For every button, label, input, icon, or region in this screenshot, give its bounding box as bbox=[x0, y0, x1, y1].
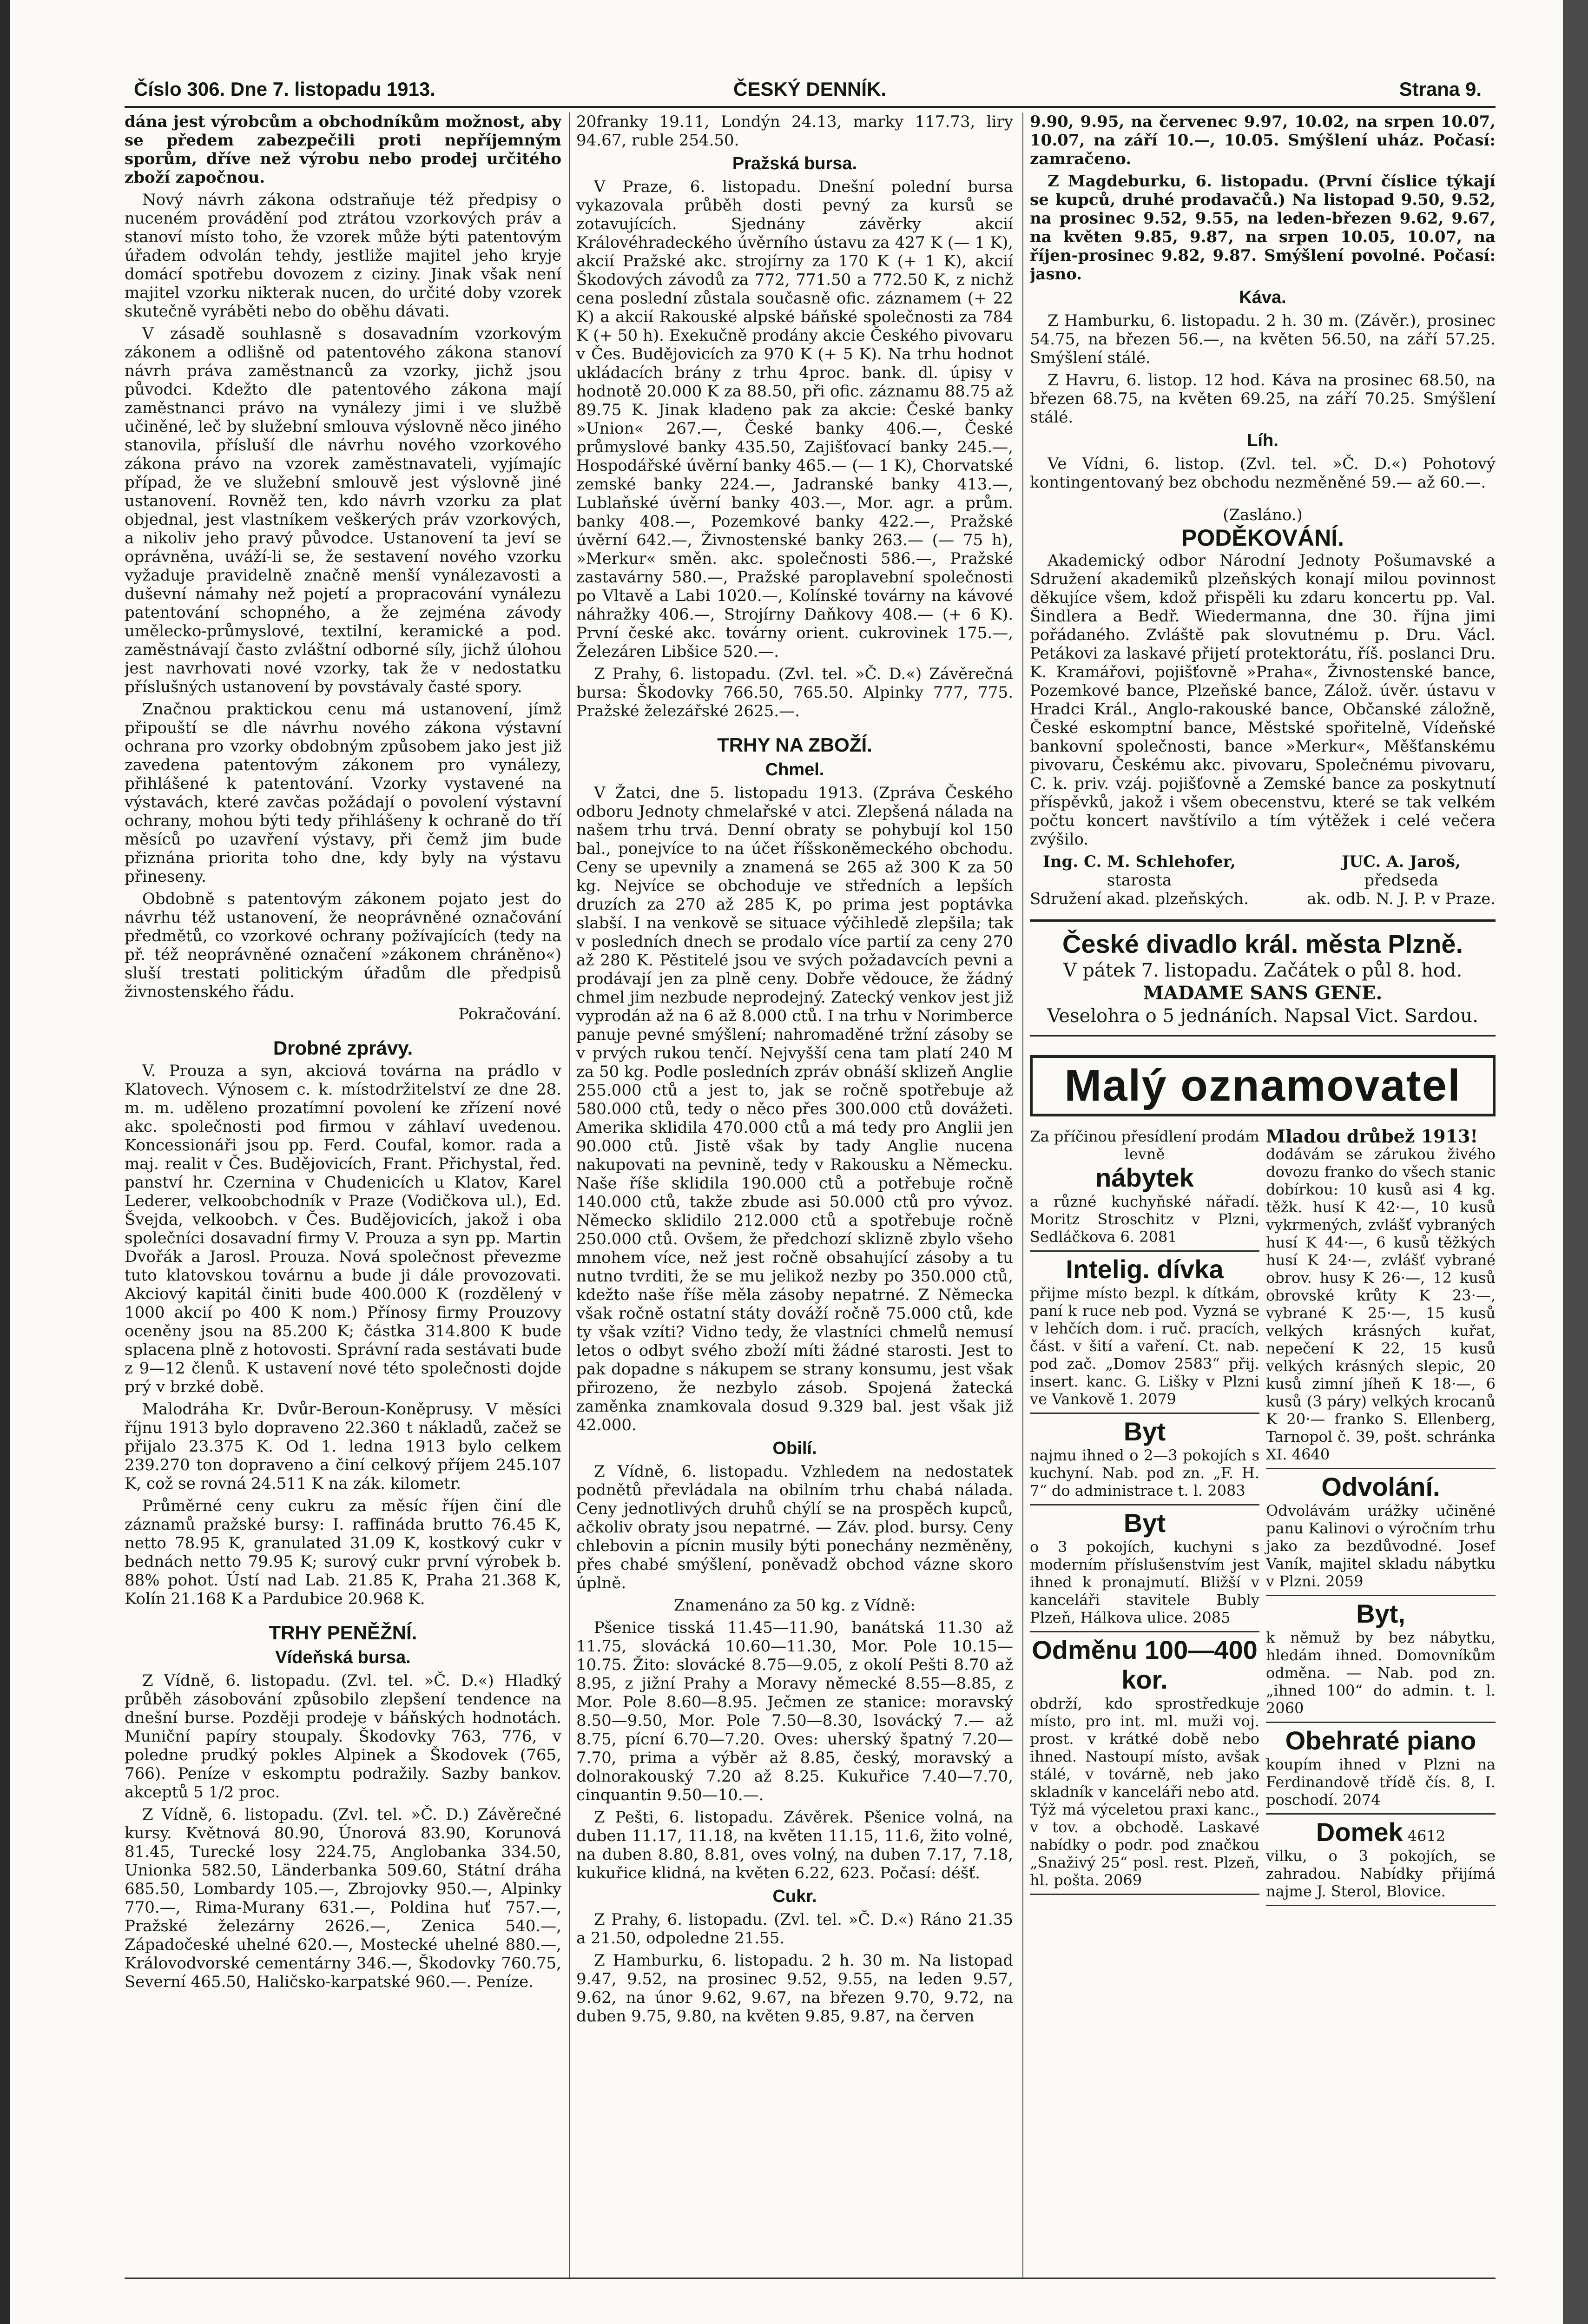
zaslano-label: (Zasláno.) bbox=[1223, 506, 1303, 524]
page-number: Strana 9. bbox=[1399, 78, 1482, 100]
article-paragraph: Nový návrh zákona odstraňuje též předpisy o nuceném provádění pod ztrátou vzorkových práv a stanoví místo toho, že vzorek může býti patentovým úřadem odvolán tehdy, jestliže majitel jeho kryje domácí spotřebu dovozem z ciziny. Jinak však není majitel vzorku nikterak nucen, do určité doby vzorek skutečně vyráběti nebo do oběhu dávati. bbox=[125, 191, 561, 321]
market-report: V Praze, 6. listopadu. Dnešní polední bursa vykazovala průběh dosti pevný za kursů se zotavujících. Sjednány závěrky akcií Královéhradeckého úvěrního ústavu za 427 K (— 1 K), akcií Pražské akc. strojírny za 170 K (+ 1 K), akcií Škodových závodů za 772, 771.50 a 772.50 K, z nichž cena poslední zůstala současně ofic. záznamem (+ 22 K) a akcií Rakouské alpské báňské společnosti za 784 K (+ 50 h). Exekučně prodány akcie Českého pivovaru v Čes. Budějovicích za 970 K (+ 5 K). Na trhu hodnot ukládacích brány z trhu 4proc. bank. dl. úpisy v hodnotě 20.000 K za 88.50, při ofic. záznamu 88.75 až 89.75 K. Jinak kladeno pak za akcie: České banky »Union« 267.—, České banky 406.—, České průmyslové banky 435.50, Zajišťovací banky 245.—, Hospodářské úvěrní banky 465.— (— 1 K), Chorvatské zemské banky 224.—, Jadranské banky 413.—, Lublaňské úvěrní banky 403.—, Mor. agr. a prům. banky 408.—, Pozemkové banky 422.—, Pražské úvěrní 642.—, Živnostenské banky 263.— (— 75 h), »Merkur« směn. akc. společnosti 586.—, Pražské zastavárny 580.—, Pražské paroplavební společnosti po Vltavě a Labi 1020.—, Kolínské továrny na kávové náhražky 406.—, Strojírny Daňkovy 408.— (+ 6 K). První české akc. továrny orient. cukrovinek 175.—, Železáren Libšice 520.—. bbox=[576, 178, 1013, 661]
market-report: Z Pešti, 6. listopadu. Závěrek. Pšenice volná, na duben 11.17, 11.18, na květen 11.15, 11.6, žito volné, na duben 8.80, 8.81, oves volný, na duben 7.17, 7.18, kukuřice klidná, na květen 6.22, 623. Počasí: déšť. bbox=[576, 1808, 1013, 1882]
ad-title: nábytek bbox=[1095, 1163, 1194, 1192]
ad-flat-offer bbox=[1030, 1505, 1259, 1632]
ad-title: Byt, bbox=[1356, 1599, 1405, 1628]
header-rule bbox=[125, 106, 1496, 108]
signatures bbox=[1030, 852, 1496, 908]
classifieds-title: Malý oznamovatel bbox=[1064, 1061, 1461, 1110]
ads-left-column bbox=[1030, 1125, 1259, 1906]
theatre-title: České divadlo král. města Plzně. bbox=[1062, 929, 1463, 958]
issue-date: Číslo 306. Dne 7. listopadu 1913. bbox=[134, 78, 435, 100]
play-title: MADAME SANS GENE. bbox=[1143, 982, 1383, 1004]
market-report: Z Vídně, 6. listopadu. Vzhledem na nedostatek podnětů převládala na obilním trhu chabá nálada. Ceny jednotlivých druhů chýlí se na prospěch kupců, ačkoliv obraty jsou nepatrné. — Záv. plod. bursy. Ceny chlebovin a pícnin musily býti ponechány nezměněny, přes chabé smýšlení, poněvadž obchod vázne skoro úplně. bbox=[576, 1462, 1013, 1592]
ad-text: o 3 pokojích, kuchyni s moderním příslušenstvím jest ihned k pronajmutí. Bližší v kanceláři stavitele Bubly Plzeň, Hálkova ulice. 2085 bbox=[1030, 1538, 1259, 1626]
ad-house bbox=[1266, 1815, 1496, 1906]
scan-edge-right bbox=[1563, 0, 1588, 2324]
news-item: Malodráha Kr. Dvůr-Beroun-Koněprusy. V měsíci říjnu 1913 bylo dopraveno 22.360 t nákladů, začež se přijalo 23.375 K. Od 1. ledna 1913 bylo celkem 239.270 ton dopraveno a činí celkový příjem 245.107 K, což se rovná 24.511 K na zák. kilometr. bbox=[125, 1400, 561, 1493]
thanks-heading: PODĚKOVÁNÍ. bbox=[1181, 525, 1344, 551]
market-report: Z Hamburku, 6. listopadu. 2 h. 30 m. Na listopad 9.47, 9.52, na prosinec 9.52, 9.55, na leden 9.57, 9.62, na únor 9.62, 9.67, na březen 9.70, 9.72, na duben 9.75, 9.80, na květen 9.85, 9.87, na červen bbox=[576, 1951, 1013, 2026]
subsection-heading: Cukr. bbox=[772, 1887, 817, 1906]
market-report: Pšenice tisská 11.45—11.90, banátská 11.30 až 11.75, slovácká 10.60—11.30, Mor. Pole 10.15—10.75. Žito: slovácké 8.75—9.05, z okolí Pešti 8.70 až 8.95, z jižní Prahy a Moravy německé 8.55—8.85, z Mor. Pole 8.60—8.95. Ječmen ze stanice: moravský 8.50—9.50, Mor. Pole 7.50—8.30, lsovácký 7.— až 8.75, pícní 6.70—7.20. Oves: uherský špatný 7.20—7.70, prima a výběr až 8.85, český, moravský a dolnorakouský 7.20 až 8.25. Kukuřice 7.40—7.70, cinquantin 9.50—10.—. bbox=[576, 1618, 1013, 1804]
column-divider bbox=[569, 112, 570, 2278]
ad-title: Domek bbox=[1316, 1817, 1403, 1847]
signature-role: předseda bbox=[1364, 871, 1438, 890]
ad-girl bbox=[1030, 1252, 1259, 1414]
ad-text: Odvolávám urážky učiněné panu Kalinovi o výročním trhu jako za bezdůvodné. Josef Vaník, majitel skladu nábytku v Plzni. 2059 bbox=[1266, 1502, 1496, 1590]
ad-text: Za příčinou přesídlení prodám levně bbox=[1030, 1128, 1259, 1163]
classifieds-banner bbox=[1030, 1055, 1496, 1116]
signature-org: Sdružení akad. plzeňských. bbox=[1030, 890, 1249, 908]
ad-text: koupím ihned v Plzni na Ferdinandově třídě čís. 8, I. poschodí. 2074 bbox=[1266, 1756, 1496, 1809]
ad-revocation bbox=[1266, 1469, 1496, 1596]
article-paragraph: dána jest výrobcům a obchodníkům možnost, aby se předem zabezpečili proti nepříjemným sporům, dříve než výrobu nebo prodej určitého zboží započnou. bbox=[125, 112, 561, 187]
ad-title: Odměnu 100—400 kor. bbox=[1032, 1635, 1258, 1694]
subsection-heading: Chmel. bbox=[765, 760, 824, 779]
ads-right-column bbox=[1266, 1125, 1496, 1906]
market-report: Z Vídně, 6. listopadu. (Zvl. tel. »Č. D.) Závěrečné kursy. Květnová 80.90, Únorová 83.90, Korunová 81.45, Turecké losy 224.75, Anglobanka 334.50, Unionka 582.50, Länderbanka 509.60, Státní dráha 685.50, Lombardy 105.—, Zbrojovky 950.—, Alpinky 770.—, Rima-Murany 631.—, Poldina huť 757.—, Pražské železárny 2626.—, Zenica 540.—, Západočeské uhelné 620.—, Mostecké uhelné 880.—, Královodvorské cementárny 346.—, Škodovky 760.75, Severní 465.50, Haličsko-karpatské 960.—. Peníze. bbox=[125, 1805, 561, 1991]
ad-text: přijme místo bezpl. k dítkám, paní k ruce neb pod. Vyzná se v lehčích dom. i ruč. pracích, část. v šití a vaření. Ct. nab. pod zač. „Domov 2583“ přij. insert. kanc. G. Lišky v Plzni ve Vankově 1. 2079 bbox=[1030, 1284, 1259, 1408]
continuation-note: Pokračování. bbox=[458, 1005, 561, 1023]
market-report: Z Prahy, 6. listopadu. (Zvl. tel. »Č. D.«) Ráno 21.35 a 21.50, odpoledne 21.55. bbox=[576, 1910, 1013, 1948]
signature-name: Ing. C. M. Schlehofer, bbox=[1042, 852, 1236, 871]
ad-title: Byt bbox=[1123, 1508, 1166, 1538]
theatre-date: V pátek 7. listopadu. Začátek o půl 8. hod. bbox=[1063, 960, 1463, 981]
column-3 bbox=[1030, 112, 1496, 2274]
column-2 bbox=[576, 112, 1013, 2274]
ad-poultry bbox=[1266, 1125, 1496, 1469]
section-heading: TRHY NA ZBOŽÍ. bbox=[717, 734, 872, 756]
section-heading: Drobné zprávy. bbox=[273, 1037, 413, 1059]
ad-furniture bbox=[1030, 1125, 1259, 1252]
market-report: Znamenáno za 50 kg. z Vídně: bbox=[674, 1596, 916, 1615]
thanks-text: Akademický odbor Národní Jednoty Pošumavské a Sdružení akademiků plzeňských konají milou povinnost děkujíce všem, kdož přispěli ku zdaru koncertu pp. Val. Šindlera a Bedř. Wiedermanna, dne 30. října jimi pořádaného. Zvláště pak slovutnému p. Dru. Václ. Petákovi za laskavé přijetí protektorátu, říš. poslanci Dru. K. Kramářovi, pojišťovně »Praha«, Živnostenské bance, Pozemkové bance, Plzeňské bance, Zálož. úvěr. ústavu v Hradci Král., Anglo-rakouské bance, Občanské záložně, České eskomptní bance, Městské spořitelně, Vídeňské bankovní společnosti, bance »Merkur«, Měšťanskému pivovaru, Českému akc. pivovaru, Společnému pivovaru, C. k. priv. vzáj. pojišťovně a Zemské bance za poskytnutí příspěvků, jakož i všem obecenstvu, které se tak velkém počtu koncert navštívilo a tím výtěžek i celé večera zvýšilo. bbox=[1030, 551, 1496, 849]
ad-text: a různé kuchyňské nářadí. Moritz Stroschitz v Plzni, Sedláčkova 6. 2081 bbox=[1030, 1193, 1259, 1246]
market-report: 9.90, 9.95, na červenec 9.97, 10.02, na srpen 10.07, 10.07, na září 10.—, 10.05. Smýšlení uház. Počasí: zamračeno. bbox=[1030, 112, 1496, 168]
scan-edge-left bbox=[0, 0, 10, 2324]
ad-piano bbox=[1266, 1723, 1496, 1815]
ad-text: najmu ihned o 2—3 pokojích s kuchyní. Nab. pod zn. „F. H. 7“ do administrace t. l. 2083 bbox=[1030, 1446, 1259, 1499]
classified-ads bbox=[1030, 1125, 1496, 1906]
ad-title: Obehraté piano bbox=[1285, 1726, 1476, 1755]
ad-text: dodávám se zárukou živého dovozu franko do všech stanic dobírkou: 10 kusů asi 4 kg. těžk. husí K 42·—, 10 kusů vykrmených, zvlášť vybraných husí K 44·—, 6 kusů těžkých husí K 24·—, zvlášť vybrané obrov. husy K 26·—, 12 kusů obrovské krůty K 23·—, vybrané K 25·—, 15 kusů velkých krásných kuřat, nepečení K 22, 15 kusů velkých krásných slepic, 20 kusů zimní jíheň K 18·—, 6 kusů (3 páry) velkých krocanů K 20·— franko S. Ellenberg, Tarnopol č. 39, pošt. schránka XI. 4640 bbox=[1266, 1145, 1496, 1463]
ad-title: Intelig. dívka bbox=[1066, 1254, 1224, 1284]
market-report: 20franky 19.11, Londýn 24.13, marky 117.73, liry 94.67, ruble 254.50. bbox=[576, 112, 1013, 150]
market-report: Ve Vídni, 6. listop. (Zvl. tel. »Č. D.«) Pohotový kontingentovaný bez obchodu nezměněné 59.— až 60.—. bbox=[1030, 455, 1496, 492]
signature-org: ak. odb. N. J. P. v Praze. bbox=[1307, 890, 1496, 908]
subsection-heading: Pražská bursa. bbox=[732, 154, 857, 173]
subsection-heading: Vídeňská bursa. bbox=[275, 1648, 411, 1667]
play-description: Veselohra o 5 jednáních. Napsal Vict. Sardou. bbox=[1047, 1005, 1478, 1027]
article-paragraph: Značnou praktickou cenu má ustanovení, jímž připouští se dle návrhu nového zákona výstavní ochrana pro vzorky obdobným způsobem jako jest již zavedena patentovým zákonem pro vynálezy, přihlášené k patentování. Vzorky vystavené na výstavách, které zavčas požádají o povolení výstavní ochrany, mohou býti tedy přihlášeny k ochraně do tří měsíců po uzavření výstavy, při čemž jim bude přiznána priorita toho dne, kdy byly na výstavu přineseny. bbox=[125, 700, 561, 886]
column-divider bbox=[1022, 112, 1023, 2278]
subsection-heading: Obilí. bbox=[772, 1439, 817, 1458]
market-report: V Žatci, dne 5. listopadu 1913. (Zpráva Českého odboru Jednoty chmelařské v atci. Zlepšená nálada na našem trhu trvá. Denní obraty se pohybují kol 150 bal., ponejvíce to na účet říšskoněmeckého obchodu. Ceny se upevnily a znamená se 265 až 300 K za 50 kg. Nejvíce se obchoduje ve středních a lepších druzích za 270 až 285 K, po prima jest poptávka slabší. I na venkově se situace výčihledě zlepšila; tak v posledních dnech se prodalo více partií za ceny 270 až 280 K. Pěstitelé jsou ve svých požadavcích pevni a prodávají jen za plně ceny. Dobře vědouce, že žádný chmel jim nezbude neprodejný. Zatecký venkov jest již vyprodán až na 6 až 8.000 ctů. I na trhu v Norimberce panuje pevné smýšlení; nahromaděné tržní zásoby se v prvých rukou tenčí. Nejvyšší cena tam platí 240 M za 50 kg. Podle posledních zpráv obnáší sklizeň Anglie 255.000 ctů a jest to, jak se ročně spotřebuje až 580.000 ctů, tedy o něco přes 300.000 ctů dovážeti. Amerika sklidila 470.000 ctů a má tedy pro Anglii jen 90.000 ctů. Jistě však by tady Anglie nucena nakupovati na pevnině, tedy v Rakousku a Německu. Naše říše sklidila 190.000 ctů a potřebuje ročně 140.000 ctů, takže zbude asi 50.000 ctů pro vývoz. Německo sklidilo 212.000 ctů a spotřebuje ročně 250.000 ctů. Ovšem, že předchozí sklizně zbylo všeho mnohem více, než jest ročně obsahující zásoby a tu nutno tvrditi, že se mu jelikož nezby po 350.000 ctů, kdežto naše říše měla zásoby nepatrné. Z Německa však ročně ostatní státy dováží ročně 75.000 ctů, kde ty však vzíti? Vidno tedy, že vlastníci chmelů nemusí letos o odbyt svého zboží míti žádné starosti. Jest to pak dopadne s nákupem se strany konsumu, jest však přirozeno, že nezbylo zásob. Spojená žatecká zaměnka znamkovala dosud 9.329 bal. jest však již 42.000. bbox=[576, 784, 1013, 1434]
market-report: Z Magdeburku, 6. listopadu. (První číslice týkají se kupců, druhé prodavačů.) Na listopad 9.50, 9.52, na prosinec 9.52, 9.55, na leden-březen 9.62, 9.67, na květen 9.85, 9.87, na srpen 10.05, 10.07, na říjen-prosinec 9.82, 9.87. Smýšlení povolné. Počasí: jasno. bbox=[1030, 172, 1496, 284]
ad-text: obdrží, kdo sprostředkuje místo, pro int. ml. muži voj. prost. v krátké době nebo ihned. Nastoupí místo, avšak stálé, v továrně, neb jako skladník v kanceláři nebo atd. Týž má výceletou praxi kanc., v tov. a obchodě. Laskavé nabídky o podr. pod značkou „Snaživý 25“ posl. rest. Plzeň, hl. pošta. 2069 bbox=[1030, 1695, 1259, 1889]
article-paragraph: Obdobně s patentovým zákonem pojato jest do návrhu též ustanovení, že neoprávněné označování předmětů, co vzorkové ochrany požívajících (tedy na př. též neoprávněné označení »zákonem chráněno«) sluší trestati politickým úřadům dle předpisů živnostenského řádu. bbox=[125, 890, 561, 1001]
ad-reward bbox=[1030, 1632, 1259, 1895]
newspaper-title: ČESKÝ DENNÍK. bbox=[733, 78, 887, 100]
market-report: Z Vídně, 6. listopadu. (Zvl. tel. »Č. D.«) Hladký průběh zásobování způsobilo zlepšení tendence na dnešní burse. Později prodeje v báňských hodnotách. Muniční papíry stoupaly. Škodovky 763, 776, v poledne prudký pokles Alpinek a Škodovek (765, 766). Peníze v eskomptu podražily. Sazby bankov. akceptů 5 1/2 proc. bbox=[125, 1671, 561, 1802]
ad-number: 4612 bbox=[1407, 1827, 1446, 1845]
market-report: Z Prahy, 6. listopadu. (Zvl. tel. »Č. D.«) Závěrečná bursa: Škodovky 766.50, 765.50. Alpinky 777, 775. Pražské železářské 2625.—. bbox=[576, 665, 1013, 720]
ad-title: Mladou drůbež 1913! bbox=[1266, 1126, 1478, 1147]
subsection-heading: Líh. bbox=[1247, 431, 1278, 450]
market-report: Z Hamburku, 6. listopadu. 2 h. 30 m. (Závěr.), prosinec 54.75, na březen 56.—, na květen 56.50, na září 57.25. Smýšlení stálé. bbox=[1030, 311, 1496, 367]
ad-flat bbox=[1266, 1596, 1496, 1723]
signature-name: JUC. A. Jaroš, bbox=[1342, 852, 1461, 871]
ad-flat-wanted bbox=[1030, 1414, 1259, 1505]
article-paragraph: V zásadě souhlasně s dosavadním vzorkovým zákonem a odlišně od patentového zákona stanoví návrh práva zaměstnanců za vzorky, jichž jsou původci. Kdežto dle patentového zákona mají zaměstnanci právo na vynálezy jimi i ve službě učiněné, leč by služební smlouva výslovně něco jiného stanovila, přísluší dle návrhu nového vzorkového zákona právo na vzorek zaměstnavateli, vyjímajíc případ, že ve služební smlouvě jest výslovně jiné ustanovení. Rovněž ten, kdo návrh vzorku za plat objednal, jest vlastníkem veškerých práv vzorkových, a nikoliv jeho pravý původce. Ustanovení ta jeví se oprávněna, uváží-li se, že sestavení nového vzorku vyžaduje pravidelně značně menší vynálezavosti a duševní námahy než pojetí a propracování vynálezu patentování schopného, a že zejména závody umělecko-průmyslové, textilní, keramické a pod. zaměstnávají často zvláštní odborné síly, jichž úlohou jest navrhovati nové vzorky, tak že v nedostatku příslušných ustanovení by povstávaly časté spory. bbox=[125, 324, 561, 696]
column-1 bbox=[125, 112, 561, 2274]
ad-title: Byt bbox=[1123, 1417, 1166, 1446]
footer-rule bbox=[125, 2278, 1496, 2279]
news-item: Průměrné ceny cukru za měsíc říjen činí dle záznamů pražské bursy: I. raffináda brutto 76.45 K, netto 78.95 K, granulated 31.09 K, kostkový cukr v bednách netto 79.95 K; surový cukr první výrobek b. 88% pohot. Ústí nad Lab. 21.85 K, Praha 21.368 K, Kolín 21.168 K a Pardubice 20.968 K. bbox=[125, 1497, 561, 1608]
market-report: Z Havru, 6. listop. 12 hod. Káva na prosinec 68.50, na březen 68.75, na květen 69.25, na září 70.25. Smýšlení stálé. bbox=[1030, 371, 1496, 427]
ad-title: Odvolání. bbox=[1321, 1472, 1440, 1501]
subsection-heading: Káva. bbox=[1239, 288, 1286, 307]
section-heading: TRHY PENĚŽNÍ. bbox=[269, 1622, 417, 1644]
ad-text: k němuž by bez nábytku, hledám ihned. Domovníkům odměna. — Nab. pod zn. „ihned 100“ do admin. t. l. 2060 bbox=[1266, 1629, 1496, 1717]
news-item: V. Prouza a syn, akciová továrna na prádlo v Klatovech. Výnosem c. k. místodržitelství ze dne 28. m. m. uděleno prozatímní povolení ke zřízení nové akc. společnosti pod firmou v záhlaví uvedenou. Koncessionáři jsou pp. Ferd. Coufal, komor. rada a maj. realit v Čes. Budějovicích, Frant. Přichystal, řed. panství hr. Czernina v Chudenicích u Klatov, Karel Lederer, velkoobchodník v Praze (Vodičkova ul.), Ed. Švejda, velkoobch. v Čes. Budějovicích, jakož i oba společníci dosavadní firmy V. Prouza a syn pp. Martin Dvořák a Jarosl. Prouza. Nová společnost převezme tuto klatovskou továrnu a bude ji dále provozovati. Akciový kapitál činiti bude 400.000 K (rozdělený v 1000 akcií po 400 K nom.) Přínosy firmy Prouzovy oceněny jsou na 85.200 K; částka 314.800 K bude splacena plně z hotovosti. Správní rada sestávati bude z 9—12 členů. K ustavení nové této společnosti dojde prý v brzké době. bbox=[125, 1062, 561, 1396]
theatre-announcement bbox=[1030, 919, 1496, 1037]
signature-role: starosta bbox=[1107, 871, 1172, 890]
ad-text: vilku, o 3 pokojích, se zahradou. Nabídky přijímá najme J. Sterol, Blovice. bbox=[1266, 1847, 1496, 1900]
